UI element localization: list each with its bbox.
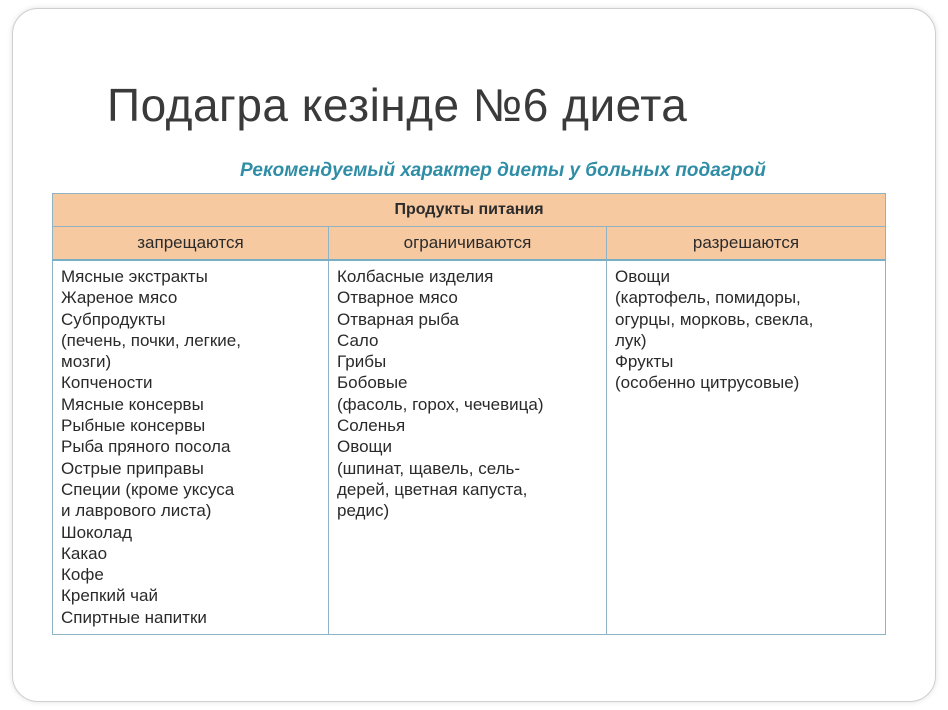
- column-header-limited: ограничиваются: [329, 227, 607, 261]
- list-item: Шоколад: [61, 522, 133, 542]
- list-item: и лаврового листа): [61, 501, 212, 521]
- list-item: Фрукты: [615, 352, 674, 372]
- list-item: Жареное мясо: [61, 288, 178, 308]
- list-item: Отварная рыба: [337, 309, 460, 329]
- list-item: огурцы, морковь, свекла,: [615, 309, 814, 329]
- list-item: Колбасные изделия: [337, 267, 494, 286]
- column-header-allowed: разрешаются: [607, 227, 886, 261]
- list-item: Копчености: [61, 373, 153, 393]
- list-item: Рыба пряного посола: [61, 437, 231, 457]
- list-item: Острые приправы: [61, 458, 204, 478]
- list-item: (фасоль, горох, чечевица): [337, 394, 544, 414]
- list-item: (картофель, помидоры,: [615, 288, 801, 308]
- list-item: лук): [615, 330, 647, 350]
- slide-title: Подагра кезінде №6 диета: [107, 79, 688, 131]
- limited-list: [329, 260, 607, 635]
- list-item: Какао: [61, 543, 108, 563]
- list-item: (особенно цитрусовые): [615, 373, 800, 393]
- list-item: Отварное мясо: [337, 288, 458, 308]
- list-item: (шпинат, щавель, сель-: [337, 458, 521, 478]
- diet-table: [52, 193, 886, 635]
- table-header-products: Продукты питания: [53, 194, 886, 227]
- list-item: Рыбные консервы: [61, 416, 206, 436]
- list-item: Соленья: [337, 416, 406, 436]
- list-item: редис): [337, 501, 390, 521]
- list-item: Мясные экстракты: [61, 267, 208, 286]
- list-item: Крепкий чай: [61, 586, 158, 606]
- list-item: Субпродукты: [61, 309, 166, 329]
- column-header-forbidden: запрещаются: [53, 227, 329, 261]
- list-item: Бобовые: [337, 373, 408, 393]
- table-caption: Рекомендуемый характер диеты у больных подагрой: [240, 160, 766, 181]
- list-item: Кофе: [61, 565, 104, 585]
- list-item: дерей, цветная капуста,: [337, 479, 528, 499]
- list-item: Мясные консервы: [61, 394, 204, 414]
- list-item: Спиртные напитки: [61, 607, 207, 627]
- list-item: Специи (кроме уксуса: [61, 479, 235, 499]
- allowed-list: [607, 260, 886, 635]
- forbidden-list: [53, 260, 329, 635]
- list-item: Сало: [337, 330, 379, 350]
- list-item: (печень, почки, легкие,: [61, 330, 241, 350]
- list-item: мозги): [61, 352, 112, 372]
- list-item: Грибы: [337, 352, 387, 372]
- list-item: Овощи: [337, 437, 393, 457]
- list-item: Овощи: [615, 267, 671, 286]
